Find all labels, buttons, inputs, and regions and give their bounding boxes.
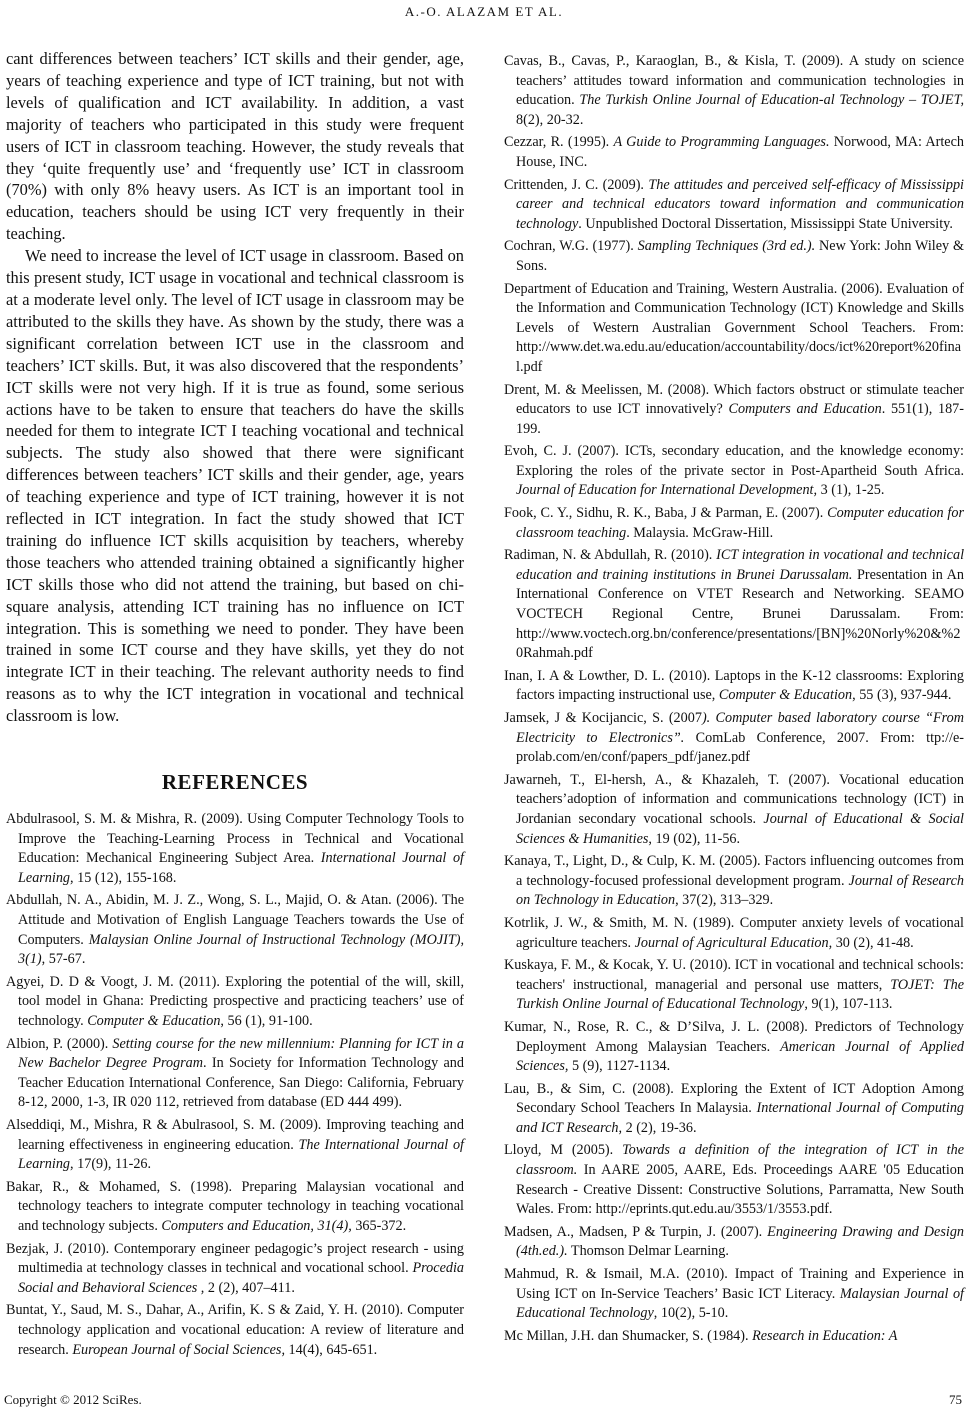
reference-details: , 10(2), 5-10. <box>653 1305 729 1322</box>
reference-details: 2 (2), 19-36. <box>622 1119 697 1136</box>
body-paragraph: We need to increase the level of ICT usage in classroom. Based on this present study, ICT usage in vocational and technical classroom is at a moderate level only. The level of ICT usage in classroom may be attributed to the skills they have. As shown by the study, there was a significant correlation between ICT use in the classroom and teachers’ ICT skills. But, it was also discovered that the respondents’ ICT skills were not very high. If it is true as found, some serious actions have to be taken to ensure that teachers do have the skills needed for them to integrate ICT I teaching vocational and technical subjects. The study also showed that there were significant differences between teachers’ ICT skills and their gender, age, years of teaching experience and type of ICT training, however it is not reflected in ICT integration. In fact the study showed that ICT training do influence ICT skills acquisition by teachers, whereby those teachers who attended training obtained a significantly higher ICT skills those who did not attend the training, but based on chi-square analysis, attending ICT training has no influence on ICT integration. This is something we need to ponder. They have been trained in some ICT course and they have skills, yet they do not integrate ICT in their teaching. The relevant authority needs to find reasons as to why the ICT integration in vocational and technical classroom is low. <box>6 246 464 726</box>
reference-text: Lau, B., & Sim, C. (2008). Exploring the Extent of ICT Adoption Among Secondary School Teachers In Malaysia. <box>504 1080 964 1117</box>
reference-text: Jamsek, J & Kocijancic, S. (2007 <box>504 710 702 726</box>
reference-text: Madsen, A., Madsen, P & Turpin, J. (2007). <box>504 1223 768 1240</box>
reference-text: Cezzar, R. (1995). <box>504 134 614 151</box>
reference-text: Crittenden, J. C. (2009). <box>504 176 649 193</box>
reference-details: 3 (1), 1-25. <box>817 482 885 499</box>
reference-details: 30 (2), 41-48. <box>832 934 914 951</box>
reference-source: American Journal of Applied Sciences, <box>516 1038 964 1075</box>
reference-details: , 55 (3), 937-944. <box>852 687 952 704</box>
running-header: A.-O. ALAZAM ET AL. <box>404 4 564 19</box>
reference-details: 8(2), 20-32. <box>516 111 584 128</box>
reference-source: Engineering Drawing and Design (4th.ed.). <box>516 1223 965 1260</box>
reference-text: Bakar, R., & Mohamed, S. (1998). Preparing Malaysian vocational and technology teachers to integrate computer technology in teaching vocational and technology subjects. <box>6 1178 464 1234</box>
reference-entry <box>504 546 964 664</box>
reference-text: Agyei, D. D & Voogt, J. M. (2011). Exploring the potential of the will, skill, tool model in Ghana: Predicting prospective and practicing teachers’ use of technology. <box>6 973 464 1030</box>
reference-source: Computers and Education, 31(4), <box>161 1217 352 1234</box>
reference-details: , 17(9), 11-26. <box>70 1156 152 1173</box>
reference-entry <box>504 52 964 130</box>
right-column <box>504 52 964 1349</box>
references-heading: REFERENCES <box>161 770 309 795</box>
reference-text: Mahmud, R. & Ismail, M.A. (2010). Impact of Training and Experience in Using ICT on In-Service Teachers’ Basic ICT Literacy. <box>504 1266 964 1302</box>
reference-details: . In Society for Information Technology and Teacher Education International Conference, San Diego: California, February 8-12, 2000, 1-3, IR 020 112, retrieved from database (ED 444 499). <box>18 1055 464 1111</box>
reference-entry <box>504 914 964 953</box>
reference-text: Fook, C. Y., Sidhu, R. K., Baba, J & Parman, E. (2007). <box>504 505 828 522</box>
reference-details: . Unpublished Doctoral Dissertation, Mississippi State University. <box>578 215 953 232</box>
reference-entry <box>504 504 964 543</box>
reference-details: Thomson Delmar Learning. <box>567 1243 729 1260</box>
reference-entry <box>504 1141 964 1219</box>
reference-source: International Journal of Computing and ICT Research, <box>516 1100 965 1136</box>
reference-entry <box>6 1301 464 1360</box>
reference-entry <box>6 810 464 888</box>
reference-list-left <box>6 810 464 1360</box>
reference-details: . 551(1), 187-199. <box>516 401 964 437</box>
reference-entry <box>504 237 964 276</box>
reference-source: Computer education for classroom teaching <box>516 505 964 541</box>
reference-details: , 37(2), 313–329. <box>675 892 774 909</box>
reference-entry <box>504 1265 964 1324</box>
body-paragraph: cant differences between teachers’ ICT skills and their gender, age, years of teaching experience and type of ICT training, but not with levels of qualification and ICT availability. In addition, a vast majority of teachers who participated in this study were frequent users of ICT in classroom teaching. However, the study reveals that they ‘quite frequently use’ and ‘frequently use’ ICT in classroom (70%) with only 8% heavy users. As ICT is an important tool in education, teachers should be using ICT very frequently in their teaching. <box>6 49 464 244</box>
reference-details: ComLab Conference, 2007. From: ttp://e-prolab.com/en/conf/papers_pdf/janez.pdf <box>516 729 964 766</box>
reference-details: 5 (9), 1127-1134. <box>568 1058 671 1075</box>
discussion-text <box>6 48 464 727</box>
reference-entry <box>504 1018 964 1077</box>
reference-entry <box>6 1035 464 1113</box>
reference-source: Procedia Social and Behavioral Sciences , <box>18 1260 464 1296</box>
reference-details: , 15 (12), 155-168. <box>70 869 177 886</box>
copyright-footer: Copyright © 2012 SciRes. <box>4 1392 142 1407</box>
reference-entry <box>6 973 464 1032</box>
reference-entry <box>504 709 964 768</box>
left-column <box>6 48 464 1363</box>
reference-entry <box>504 956 964 1015</box>
reference-text: Department of Education and Training, Western Australia. (2006). Evaluation of the Information and Communication Technology (ICT) Knowledge and Skills Levels of Western Australian Government School Teachers. From: http://www.det.wa.edu.au/education/accountability/docs/ict%20report%20final.pdf <box>504 280 964 375</box>
reference-details: 365-372. <box>351 1217 407 1234</box>
reference-entry <box>504 1327 964 1347</box>
reference-text: Buntat, Y., Saud, M. S., Dahar, A., Arifin, K. S & Zaid, Y. H. (2010). Computer technology application and vocational education: A review of literature and research. <box>6 1302 464 1358</box>
reference-details: , 9(1), 107-113. <box>804 996 893 1013</box>
reference-details: , 19 (02), 11-56. <box>648 830 741 847</box>
reference-details: , 56 (1), 91-100. <box>220 1013 313 1030</box>
reference-source: International Journal of Learning <box>18 850 464 886</box>
reference-source: A Guide to Programming Languages. <box>613 134 830 151</box>
reference-text: Mc Millan, J.H. dan Shumacker, S. (1984). <box>504 1327 753 1344</box>
reference-text: Bezjak, J. (2010). Contemporary engineer pedagogic’s project research - using multimedia at technology classes in technical and vocational school. <box>6 1240 464 1277</box>
reference-text: Alseddiqi, M., Mishra, R & Abulrasool, S. M. (2009). Improving teaching and learning effectiveness in engineering education. <box>6 1117 464 1153</box>
reference-source: Setting course for the new millennium: Planning for ICT in a New Bachelor Degree Program <box>18 1035 464 1072</box>
reference-entry <box>504 381 964 440</box>
reference-text: Kuskaya, F. M., & Kocak, Y. U. (2010). ICT in vocational and technical schools: teachers' instructional, managerial and personal use matters, <box>504 957 964 993</box>
reference-source: The Turkish Online Journal of Education-al Technology – TOJET, <box>579 92 964 109</box>
reference-details: 2 (2), 407–411. <box>204 1279 295 1296</box>
reference-details: Presentation in An International Conference on VTET Research and Networking. SEAMO VOCTECH Regional Centre, Brunei Darussalam. From: http://www.voctech.org.bn/conference/presentations/[BN]%20Norly%20&%20Rahmah.pdf <box>516 566 964 662</box>
reference-details: In AARE 2005, AARE, Eds. Proceedings AARE '05 Education Research - Creative Dissent: Constructive Solutions, Parramatta, New South Wales. From: http://eprints.qut.edu.au/3553/1/3553.pdf. <box>516 1162 964 1218</box>
reference-entry <box>504 667 964 706</box>
reference-details: Norwood, MA: Artech House, INC. <box>516 134 964 170</box>
reference-text: Jawarneh, T., El-hersh, A., & Khazaleh, T. (2007). Vocational education teachers’adoption of information and communications technology (ICT) in Jordanian secondary vocational schools. <box>504 771 964 827</box>
reference-text: Inan, I. A & Lowther, D. L. (2010). Laptops in the K-12 classrooms: Exploring factors impacting instructional use, <box>504 667 964 704</box>
reference-text: Drent, M. & Meelissen, M. (2008). Which factors obstruct or stimulate teacher educators to use ICT innovatively? <box>504 381 964 418</box>
reference-source: Journal of Education for International Development, <box>516 482 818 499</box>
reference-entry <box>504 852 964 911</box>
reference-entry <box>6 1116 464 1175</box>
reference-entry <box>6 891 464 969</box>
reference-source: Malaysian Journal of Educational Technology <box>516 1285 964 1322</box>
reference-entry <box>504 1223 964 1262</box>
reference-text: Abdullah, N. A., Abidin, M. J. Z., Wong, S. L., Majid, O. & Atan. (2006). The Attitude and Motivation of English Language Teachers towards the Use of Computers. <box>6 892 464 948</box>
reference-text: Albion, P. (2000). <box>6 1035 113 1052</box>
reference-entry <box>504 176 964 235</box>
reference-source: Sampling Techniques (3rd ed.). <box>637 238 816 255</box>
reference-source: Journal of Educational & Social Sciences & Humanities <box>516 810 964 847</box>
reference-source: Computer & Education <box>718 687 853 704</box>
reference-details: , 57-67. <box>41 951 86 968</box>
reference-entry <box>504 771 964 849</box>
reference-text: Kanaya, T., Light, D., & Culp, K. M. (2005). Factors influencing outcomes from a technology-focused professional development program. <box>504 853 964 889</box>
reference-text: Lloyd, M (2005). <box>504 1142 623 1159</box>
reference-text: Cochran, W.G. (1977). <box>504 238 638 255</box>
reference-source: Towards a definition of the integration of ICT in the classroom. <box>516 1142 964 1179</box>
reference-text: Radiman, N. & Abdullah, R. (2010). <box>504 547 717 564</box>
reference-source: Computers and Education <box>728 401 882 418</box>
reference-details: New York: John Wiley & Sons. <box>516 238 965 274</box>
reference-entry <box>504 280 964 378</box>
reference-entry <box>6 1178 464 1237</box>
page-number: 75 <box>949 1392 962 1407</box>
reference-details: 14(4), 645-651. <box>285 1341 378 1358</box>
reference-text: Abdulrasool, S. M. & Mishra, R. (2009). Using Computer Technology Tools to Improve the Teaching-Learning Process in Technical and Vocational Education: Mechanical Engineering Subject Area. <box>6 811 464 867</box>
reference-source: The International Journal of Learning <box>18 1136 464 1173</box>
reference-text: Kotrlik, J. W., & Smith, M. N. (1989). Computer anxiety levels of vocational agriculture teachers. <box>504 914 964 951</box>
reference-source: Journal of Agricultural Education, <box>634 934 833 951</box>
reference-source: Computer & Education <box>87 1013 221 1030</box>
reference-source: ICT integration in vocational and technical education and training institutions in Brunei Darussalam. <box>516 547 965 583</box>
reference-text: Kumar, N., Rose, R. C., & D’Silva, J. L. (2008). Predictors of Technology Deployment Among Malaysian Teachers. <box>504 1018 964 1055</box>
reference-source: European Journal of Social Sciences, <box>72 1341 285 1358</box>
reference-source: Malaysian Online Journal of Instructional Technology (MOJIT), 3(1) <box>18 931 464 968</box>
reference-source: Research in Education: A <box>752 1327 898 1344</box>
reference-source: ). Computer based laboratory course “From Electricity to Electronics”. <box>516 710 964 746</box>
reference-list-right <box>504 52 964 1346</box>
reference-entry <box>504 1080 964 1139</box>
reference-source: The attitudes and perceived self-efficacy of Mississippi career and technical educators toward information and communication technology <box>516 176 964 232</box>
reference-details: . Malaysia. McGraw-Hill. <box>626 524 774 541</box>
reference-entry <box>504 133 964 172</box>
reference-entry <box>504 442 964 501</box>
reference-text: Evoh, C. J. (2007). ICTs, secondary education, and the knowledge economy: Exploring the roles of the private sector in Post-Apartheid South Africa. <box>504 443 964 479</box>
reference-entry <box>6 1240 464 1299</box>
reference-source: Journal of Research on Technology in Education <box>516 872 965 909</box>
reference-source: TOJET: The Turkish Online Journal of Educational Technology <box>516 976 964 1013</box>
reference-text: Cavas, B., Cavas, P., Karaoglan, B., & Kisla, T. (2009). A study on science teachers’ attitudes toward information and communication technologies in education. <box>504 53 964 109</box>
